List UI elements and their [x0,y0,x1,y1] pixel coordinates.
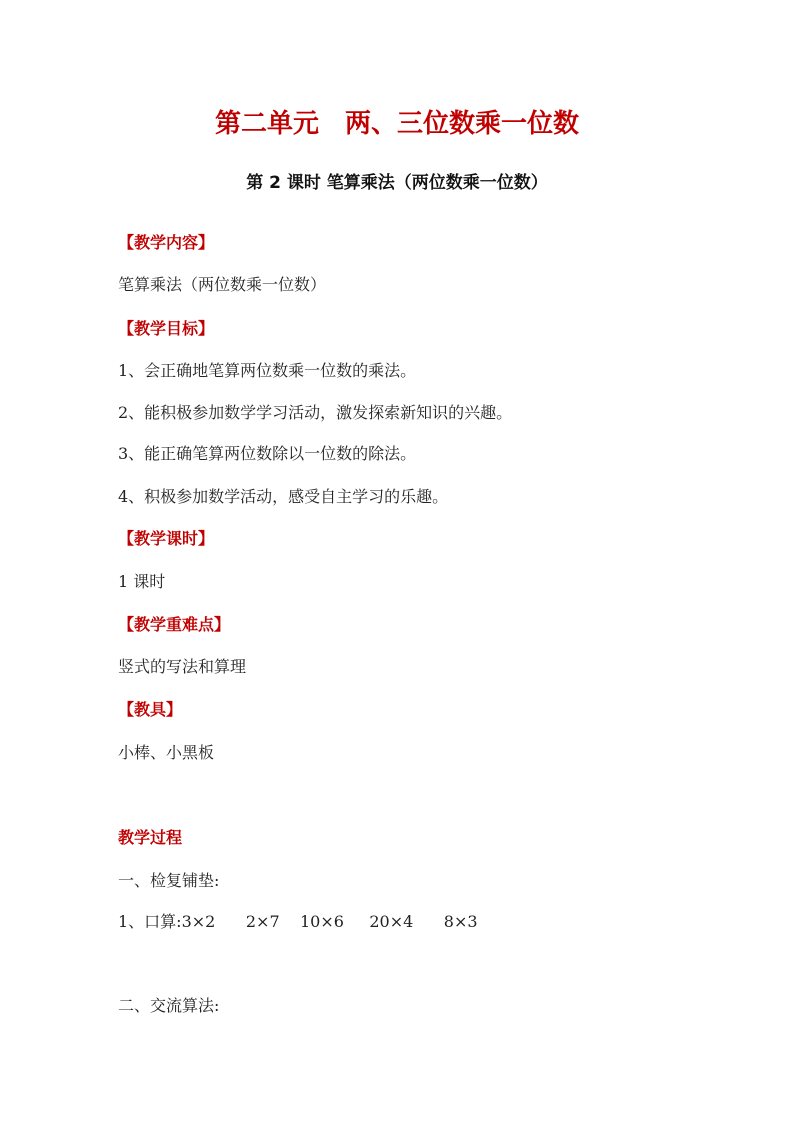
document-title: 第二单元 两、三位数乘一位数 [214,109,579,139]
oral-calculation: 1、口算:3×2 2×7 10×6 20×4 8×3 [118,912,478,931]
hours-text: 1 课时 [118,572,166,591]
content-heading: 【教学内容】 [118,233,215,252]
content-text: 笔算乘法（两位数乘一位数） [118,275,327,294]
lesson-subtitle: 第 2 课时 笔算乘法（两位数乘一位数） [246,173,548,193]
step-exchange: 二、交流算法: [118,996,220,1015]
step-review: 一、检复铺垫: [118,871,220,890]
tools-text: 小棒、小黑板 [118,743,215,762]
process-heading: 教学过程 [118,828,183,847]
hours-heading: 【教学课时】 [118,529,215,548]
goals-heading: 【教学目标】 [118,319,215,338]
key-points-heading: 【教学重难点】 [118,615,231,634]
key-points-text: 竖式的写法和算理 [118,657,247,676]
goal-item: 3、能正确笔算两位数除以一位数的除法。 [118,444,417,463]
goal-item: 2、能积极参加数学学习活动，激发探索新知识的兴趣。 [118,403,513,422]
goal-item: 1、会正确地笔算两位数乘一位数的乘法。 [118,361,417,380]
goal-item: 4、积极参加数学活动，感受自主学习的乐趣。 [118,487,449,506]
tools-heading: 【教具】 [118,700,183,719]
